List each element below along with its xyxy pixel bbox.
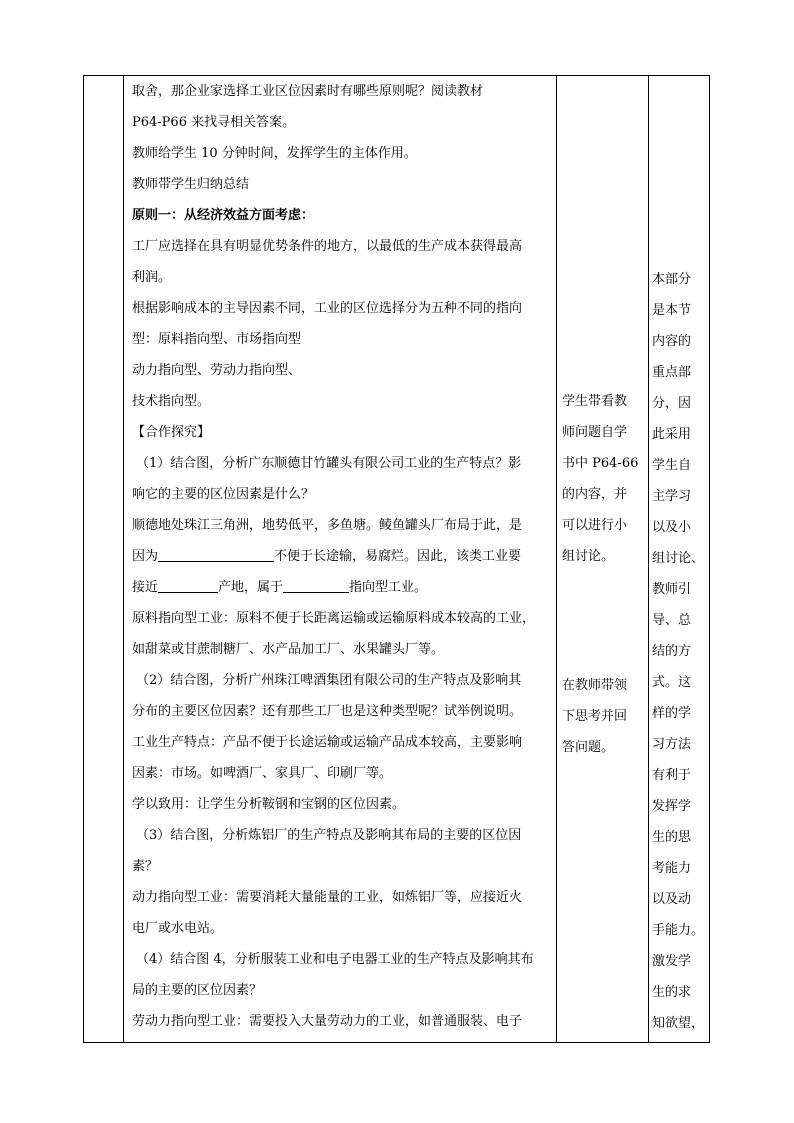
text-line: 工业生产特点：产品不便于长途运输或运输产品成本较高，主要影响 xyxy=(132,735,523,750)
text-fragment: 因为 xyxy=(132,549,159,564)
section-heading: 【合作探究】 xyxy=(132,425,211,440)
text-line: 结的方 xyxy=(652,644,692,659)
answer-blank[interactable] xyxy=(158,547,274,562)
text-line: 教师引 xyxy=(652,582,692,597)
text-line: 答问题。 xyxy=(562,740,615,755)
text-line: 学生带看教 xyxy=(562,394,628,409)
text-line: 考能力 xyxy=(652,861,692,876)
text-line: 样的学 xyxy=(652,706,692,721)
text-line: 是本节 xyxy=(652,303,692,318)
text-line: 生的思 xyxy=(652,830,692,845)
table-divider-1 xyxy=(123,75,124,1043)
text-line: 内容的 xyxy=(652,334,692,349)
text-line: 学生自 xyxy=(652,458,692,473)
text-line: 根据影响成本的主导因素不同，工业的区位选择分为五种不同的指向 xyxy=(132,301,523,316)
table-border-left xyxy=(83,75,84,1043)
text-line: 组讨论、 xyxy=(652,551,705,566)
question-line: （2）结合图，分析广州珠江啤酒集团有限公司的生产特点及影响其 xyxy=(136,673,522,688)
text-line: 局的主要的区位因素？ xyxy=(132,983,263,998)
text-line: 分布的主要区位因素？还有那些工厂也是这种类型呢？试举例说明。 xyxy=(132,704,523,719)
text-line: 式。这 xyxy=(652,675,692,690)
text-line: 激发学 xyxy=(652,954,692,969)
fill-blank-line xyxy=(132,541,555,572)
text-fragment: 接近 xyxy=(132,580,159,595)
text-line: 型：原料指向型、市场指向型 xyxy=(132,332,302,347)
text-line: 重点部 xyxy=(652,365,692,380)
text-line: 以及动 xyxy=(652,892,692,907)
answer-blank[interactable] xyxy=(158,578,218,593)
text-line: 动力指向型工业：需要消耗大量能量的工业，如炼铝厂等，应接近火 xyxy=(132,890,523,905)
text-line: 组讨论。 xyxy=(562,549,615,564)
text-line: 可以进行小 xyxy=(562,518,628,533)
text-line: 习方法 xyxy=(652,737,692,752)
table-border-right xyxy=(709,75,710,1043)
text-line: 取舍，那企业家选择工业区位因素时有哪些原则呢？阅读教材 xyxy=(132,84,484,99)
text-line: 如甜菜或甘蔗制糖厂、水产品加工厂、水果罐头厂等。 xyxy=(132,642,445,657)
text-line: 素？ xyxy=(132,859,159,874)
text-line: 下思考并回 xyxy=(562,709,628,724)
text-line: P64-P66 来找寻相关答案。 xyxy=(132,115,296,130)
question-line: （4）结合图 4，分析服装工业和电子电器工业的生产特点及影响其布 xyxy=(136,952,534,967)
text-line: 发挥学 xyxy=(652,799,692,814)
text-line: 在教师带领 xyxy=(562,678,628,693)
text-line: 劳动力指向型工业：需要投入大量劳动力的工业，如普通服装、电子 xyxy=(132,1014,523,1029)
text-line: 生的求 xyxy=(652,985,692,1000)
text-fragment: 不便于长途输，易腐烂。因此，该类工业要 xyxy=(274,549,522,564)
text-fragment: 产地，属于 xyxy=(218,580,284,595)
fill-blank-line xyxy=(132,572,555,603)
text-line: 学以致用：让学生分析鞍钢和宝钢的区位因素。 xyxy=(132,797,406,812)
text-line: 此采用 xyxy=(652,427,692,442)
text-line: 因素：市场。如啤酒厂、家具厂、印刷厂等。 xyxy=(132,766,393,781)
text-line: 动力指向型、劳动力指向型、 xyxy=(132,363,302,378)
text-line: 响它的主要的区位因素是什么？ xyxy=(132,487,315,502)
text-line: 利润。 xyxy=(132,270,172,285)
text-line: 原料指向型工业：原料不便于长距离运输或运输原料成本较高的工业， xyxy=(132,611,536,626)
text-line: 技术指向型。 xyxy=(132,394,211,409)
text-line: 书中 P64-66 xyxy=(562,456,639,471)
principle-heading: 原则一：从经济效益方面考虑： xyxy=(132,208,315,223)
table-bottom-border xyxy=(83,1042,710,1043)
table-divider-3 xyxy=(648,75,649,1043)
text-line: 主学习 xyxy=(652,489,692,504)
text-line: 分，因 xyxy=(652,396,692,411)
text-line: 电厂或水电站。 xyxy=(132,921,224,936)
question-line: （1）结合图，分析广东顺德甘竹罐头有限公司工业的生产特点？影 xyxy=(136,456,522,471)
text-line: 知欲望， xyxy=(652,1016,705,1031)
teaching-process-column xyxy=(132,76,555,1037)
student-activity-block-2 xyxy=(562,670,646,763)
text-line: 顺德地处珠江三角洲，地势低平，多鱼塘。鲮鱼罐头厂布局于此，是 xyxy=(132,518,523,533)
design-intent-column xyxy=(652,264,708,1039)
table-divider-2 xyxy=(556,75,557,1043)
student-activity-block-1 xyxy=(562,386,646,572)
text-fragment: 指向型工业。 xyxy=(349,580,428,595)
answer-blank[interactable] xyxy=(283,578,349,593)
text-line: 有利于 xyxy=(652,768,692,783)
text-line: 师问题自学 xyxy=(562,425,628,440)
text-line: 本部分 xyxy=(652,272,692,287)
text-line: 手能力。 xyxy=(652,923,705,938)
text-line: 导、总 xyxy=(652,613,692,628)
question-line: （3）结合图，分析炼铝厂的生产特点及影响其布局的主要的区位因 xyxy=(136,828,522,843)
text-line: 以及小 xyxy=(652,520,692,535)
text-line: 教师给学生 10 分钟时间，发挥学生的主体作用。 xyxy=(132,146,417,161)
text-line: 工厂应选择在具有明显优势条件的地方，以最低的生产成本获得最高 xyxy=(132,239,523,254)
text-line: 的内容，并 xyxy=(562,487,628,502)
text-line: 教师带学生归纳总结 xyxy=(132,177,250,192)
